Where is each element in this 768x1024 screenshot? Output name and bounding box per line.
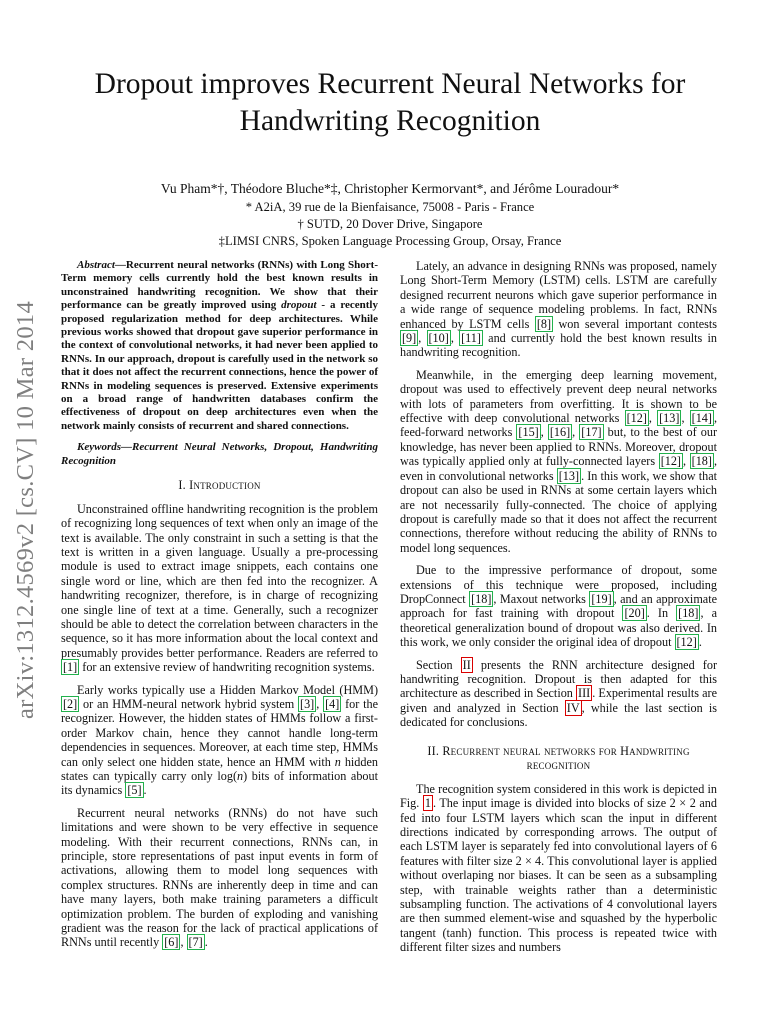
citation-link[interactable]: [14] [691, 411, 712, 426]
text-run: . In this work, we show that dropout can also be used in RNNs at some certain layers which are not necessarily fully-connected. The choice of applying dropout is carefully made so that it does not affect the recurrent connections, therefore without reducing the ability of RNNs to model long sequences. [400, 468, 718, 555]
intro-paragraph-7 [400, 658, 717, 730]
text-run: Due to the impressive performance of dropout, some extensions of this technique were proposed, including DropConnect [400, 563, 717, 606]
text-run: and currently hold the best known results in handwriting recognition. [400, 331, 718, 360]
author-list: Vu Pham*†, Théodore Bluche*‡, Christopher Kermorvant*, and Jérôme Louradour* [160, 181, 620, 196]
text-run: won several important contests [553, 316, 717, 331]
citation-link[interactable]: [13] [659, 411, 680, 426]
text-run: . Experimental results are given and analyzed in Section [400, 686, 717, 715]
text-run: Unconstrained offline handwriting recognition is the problem of recognizing long sequences of text when only an image of the text is available. The only constraint in such a setting is that the text is written in a given language. Usually a pre-processing module is used to extract image snippets, each contains one single word or line, which are then fed into the recognizer. A handwriting recognizer, therefore, is in charge of recognizing one single line of text at a time. Generally, such a recognizer should be able to detect the correlation between characters in the sequence, so it has more information about the local context and presumably provides better performance. Readers are referred to [61, 501, 378, 660]
citation-link[interactable]: [12] [676, 635, 697, 650]
citation-link[interactable]: [7] [188, 935, 203, 950]
section-link[interactable]: IV [566, 700, 580, 715]
text-run: , [648, 411, 658, 426]
citation-link[interactable]: [10] [428, 331, 449, 346]
citation-link[interactable]: [5] [127, 783, 142, 798]
section-link[interactable]: III [578, 686, 591, 701]
citation-link[interactable]: [17] [581, 425, 602, 440]
keywords-text: —Recurrent Neural Networks, Dropout, Handwriting Recognition [61, 441, 378, 467]
text-run: or an HMM-neural network hybrid system [79, 696, 299, 711]
section-2-heading-line-1: II. Recurrent neural networks for Handwriting [427, 743, 690, 758]
text-run: , [180, 935, 187, 950]
citation-link[interactable]: [16] [549, 425, 571, 440]
intro-paragraph-2 [61, 683, 378, 798]
intro-paragraph-3 [61, 806, 378, 950]
keywords-label: Keywords [77, 441, 121, 454]
figure-link[interactable]: 1 [424, 796, 431, 811]
text-run: The recognition system considered in this work is depicted in Fig. [400, 781, 717, 811]
citation-link[interactable]: [12] [626, 411, 647, 426]
citation-link[interactable]: [18] [471, 591, 492, 606]
citation-link[interactable]: [3] [300, 696, 315, 711]
text-run: , [540, 425, 548, 440]
text-run: . In [646, 606, 677, 621]
text-run: , [683, 454, 690, 469]
citation-link[interactable]: [6] [164, 935, 179, 950]
section-2-heading-line-2: recognition [526, 758, 591, 773]
intro-paragraph-4 [400, 259, 717, 360]
text-run: , [418, 331, 427, 346]
citation-link[interactable]: [19] [591, 591, 612, 606]
text-run: , a theoretical generalization bound of dropout was also derived. In this work, we only consider the original idea of dropout [400, 606, 717, 650]
math-var: n [334, 754, 341, 769]
section-2-heading [400, 744, 717, 773]
citation-link[interactable]: [1] [63, 660, 78, 675]
affiliation-limsi: ‡LIMSI CNRS, Spoken Language Processing Group, Orsay, France [218, 234, 562, 248]
abstract-text-2: - a recently proposed regularization method for deep architectures. While previous works showed that dropout gave superior performance in the context of convolutional networks, it had never been applied to RNNs. In our approach, dropout is carefully used in the network so that it does not affect the recurrent connections, hence the power of RNNs in modeling sequences is preserved. Extensive experiments on a broad range of handwritten databases confirm the effectiveness of dropout on deep architectures even when the network mainly consists of recurrent and shared connections. [61, 299, 378, 432]
citation-link[interactable]: [18] [691, 454, 712, 469]
text-run: , feed-forward networks [400, 411, 718, 440]
citation-link[interactable]: [11] [461, 331, 481, 346]
affiliation-a2ia: * A2iA, 39 rue de la Bienfaisance, 75008 - Paris - France [245, 200, 535, 214]
text-run: Early works typically use a Hidden Markov Model (HMM) [77, 682, 378, 697]
citation-link[interactable]: [4] [325, 696, 340, 711]
text-run: ) bits of information about its dynamics [61, 769, 379, 798]
left-column [61, 259, 378, 958]
text-run: . [698, 635, 702, 650]
citation-link[interactable]: [8] [536, 316, 552, 331]
text-run: , and an approximate approach for fast training with dropout [400, 591, 718, 621]
section-2-paragraph-1 [400, 782, 717, 955]
title-line-2: Handwriting Recognition [239, 105, 541, 137]
text-run: Lately, an advance in designing RNNs was proposed, namely Long Short-Term Memory (LSTM) cells. LSTM are carefully designed recurrent neurons which gave superior performance in a wide range of sequence modeling problems. In fact, RNNs enhanced by LSTM cells [400, 259, 717, 331]
text-run: . [143, 783, 147, 798]
text-run: for an extensive review of handwriting recognition systems. [79, 660, 375, 675]
text-run: , [681, 411, 690, 426]
citation-link[interactable]: [2] [63, 696, 78, 711]
arxiv-stamp-text: arXiv:1312.4569v2 [cs.CV] 10 Mar 2014 [12, 300, 39, 720]
citation-link[interactable]: [9] [402, 331, 417, 346]
paper-title [60, 66, 720, 140]
abstract-emph: dropout [281, 299, 317, 312]
intro-paragraph-5 [400, 368, 717, 555]
abstract [61, 259, 378, 433]
affiliation-sutd: † SUTD, 20 Dover Drive, Singapore [297, 217, 483, 231]
citation-link[interactable]: [12] [660, 454, 681, 469]
text-run: Meanwhile, in the emerging deep learning movement, dropout was used to effectively prevent deep neural networks with lots of parameters from overfitting. It is shown to be effective with deep convolutional networks [400, 367, 717, 426]
abstract-text-1: —Recurrent neural networks (RNNs) with Long Short-Term memory cells currently hold the best known results in unconstrained handwriting recognition. We show that their performance can be greatly improved using [61, 259, 378, 312]
text-run: . [204, 935, 208, 950]
section-1-heading: I. Introduction [178, 478, 261, 493]
text-run: , Maxout networks [493, 591, 590, 606]
arxiv-stamp [4, 265, 48, 755]
text-run: , [572, 425, 580, 440]
math-var: n [237, 769, 244, 783]
keywords [61, 441, 378, 468]
text-run: presents the RNN architecture designed for handwriting recognition. Dropout is then adapted for this architecture as described in Section [400, 657, 718, 701]
text-run: , even in convolutional networks [400, 454, 718, 483]
intro-paragraph-6 [400, 563, 717, 649]
citation-link[interactable]: [18] [678, 606, 699, 621]
text-run: Recurrent neural networks (RNNs) do not have such limitations and were shown to be very effective in sequence modeling. With their recurrent connections, RNNs can, in principle, store representations of past input events in form of activations, allowing them to model long sequences with complex structures. RNNs are inherently deep in time and can have many layers, both make training parameters a difficult optimization problem. The burden of exploding and vanishing gradient was the reason for the lack of practical applications of RNNs until recently [61, 805, 378, 950]
citation-link[interactable]: [13] [558, 468, 580, 483]
text-run: for the recognizer. However, the hidden states of HMMs follow a first-order Markov chain, hence they cannot handle long-term dependencies in sequences. Moreover, at each time step, HMMs can only select one hidden state, hence an HMM with [61, 696, 378, 769]
text-run: , [450, 331, 460, 346]
text-run: hidden states can typically carry only log( [61, 754, 378, 783]
text-run: , while the last section is dedicated for conclusions. [400, 700, 718, 730]
citation-link[interactable]: [15] [518, 425, 539, 440]
text-run: . The input image is divided into blocks of size 2 × 2 and fed into four LSTM layers which scan the input in different directions indicated by corresponding arrows. The output of each LSTM layer is separately fed into convolutional layers of 6 features with filter size 2 × 4. This convolutional layer is applied without overlaping nor biases. It can be seen as a subsampling step, with trainable weights rather than a deterministic subsampling function. The activations of 4 convolutional layers are then summed element-wise and squashed by the hyperbolic tangent (tanh) function. This process is repeated twice with different filter sizes and numbers [400, 796, 717, 955]
text-run: but, to the best of our knowledge, has never been applied to RNNs. Moreover, dropout was typically applied only at fully-connected layers [400, 425, 718, 469]
right-column [400, 259, 717, 963]
text-run: Section [416, 657, 461, 672]
citation-link[interactable]: [20] [624, 606, 645, 621]
abstract-label: Abstract [77, 259, 115, 271]
intro-paragraph-1 [61, 502, 378, 675]
text-run: , [316, 696, 324, 711]
title-line-1: Dropout improves Recurrent Neural Networks for [94, 68, 686, 100]
section-link[interactable]: II [462, 657, 471, 672]
